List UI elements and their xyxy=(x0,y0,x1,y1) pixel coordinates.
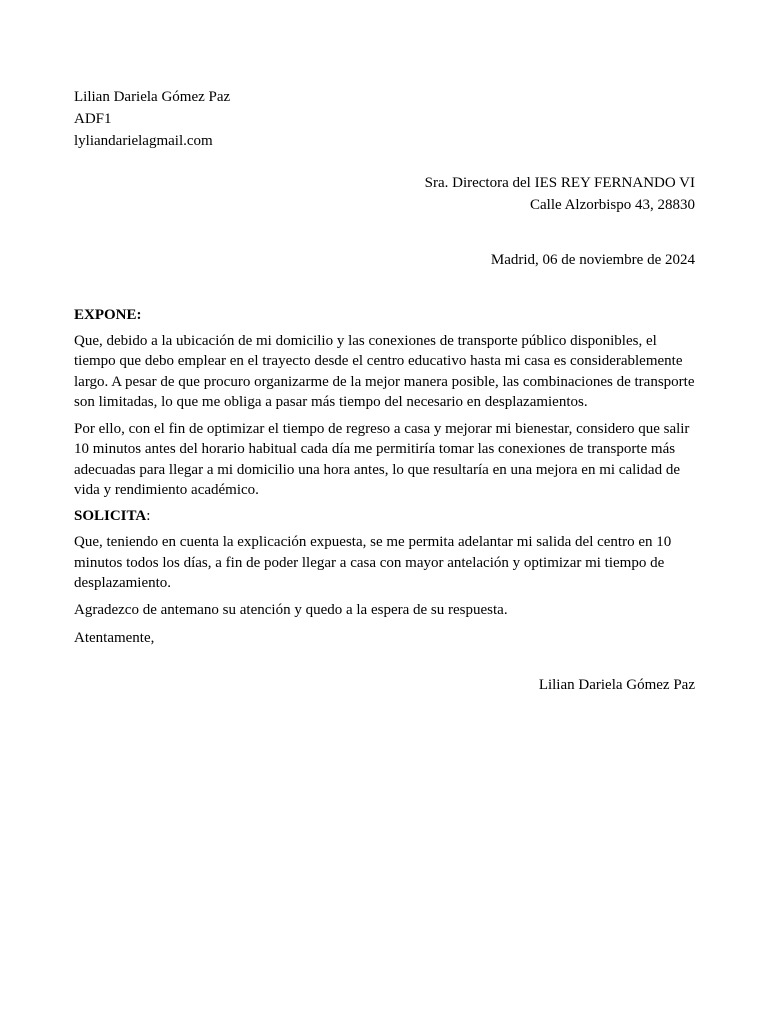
expone-heading: EXPONE: xyxy=(74,307,142,323)
sender-email: lyliandarielagmail.com xyxy=(74,133,213,149)
recipient-line-1: Sra. Directora del IES REY FERNANDO VI xyxy=(424,175,695,191)
recipient-block xyxy=(74,172,695,216)
recipient-line-2: Calle Alzorbispo 43, 28830 xyxy=(530,197,695,213)
expone-paragraph-2: Por ello, con el fin de optimizar el tiempo de regreso a casa y mejorar mi bienestar, considero que salir 10 minutos antes del horario habitual cada día me permitiría tomar las conexiones de transporte más adecuadas para llegar a mi domicilio una hora antes, lo que resultaría en una mejora en mi calidad de vida y rendimiento académico. xyxy=(74,421,690,499)
solicita-paragraph-1: Que, teniendo en cuenta la explicación expuesta, se me permita adelantar mi salida del centro en 10 minutos todos los días, a fin de poder llegar a casa con mayor antelación y optimizar mi tiempo de desplazamiento. xyxy=(74,534,672,591)
solicita-heading xyxy=(74,506,695,526)
expone-paragraph-1: Que, debido a la ubicación de mi domicilio y las conexiones de transporte público disponibles, el tiempo que debo emplear en el trayecto desde el centro educativo hasta mi casa es considerablemente largo. A pesar de que procuro organizarme de la mejor manera posible, las combinaciones de transporte son limitadas, lo que me obliga a pasar más tiempo del necesario en desplazamientos. xyxy=(74,333,695,410)
sender-block xyxy=(74,86,695,152)
closing-thanks: Agradezco de antemano su atención y quedo a la espera de su respuesta. xyxy=(74,602,508,619)
letter-page xyxy=(74,86,695,696)
solicita-heading-text: SOLICITA xyxy=(74,508,147,525)
letter-date: Madrid, 06 de noviembre de 2024 xyxy=(490,252,695,268)
sender-name: Lilian Dariela Gómez Paz xyxy=(74,89,231,105)
solicita-heading-colon: : xyxy=(146,508,151,525)
sender-group: ADF1 xyxy=(74,111,112,127)
closing-salutation: Atentamente, xyxy=(74,629,155,646)
signature-name: Lilian Dariela Gómez Paz xyxy=(538,676,695,693)
